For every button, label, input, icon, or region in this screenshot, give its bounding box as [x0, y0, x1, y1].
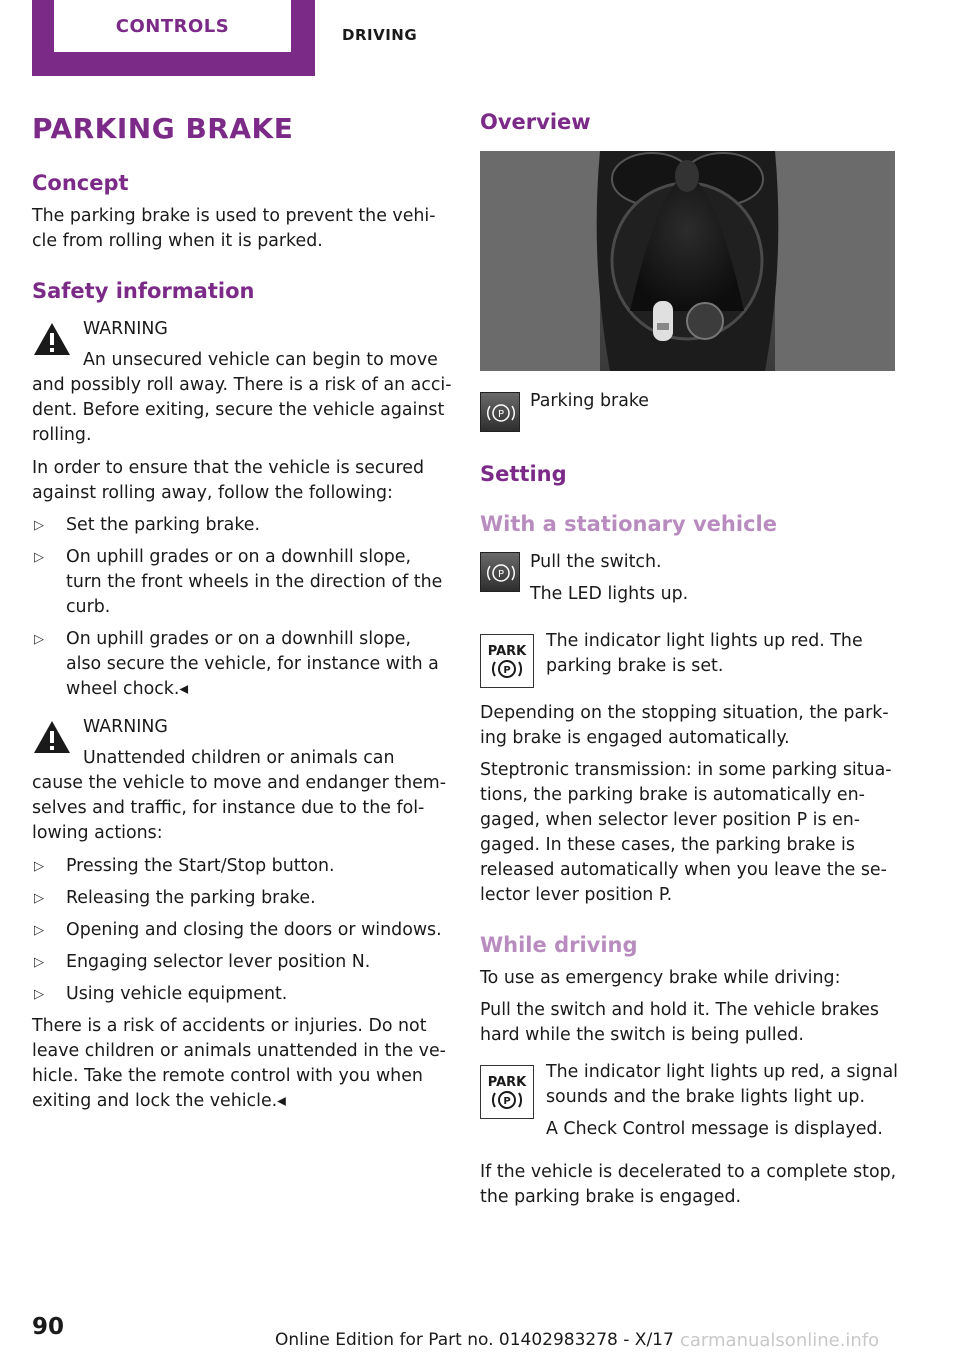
check-control-text: A Check Control message is displayed. — [546, 1119, 883, 1139]
svg-text:P: P — [497, 569, 505, 580]
list-item: Pressing the Start/Stop button. — [66, 856, 335, 876]
list-item: also secure the vehicle, for instance with a — [66, 654, 439, 674]
list-item: On uphill grades or on a downhill slope, — [66, 547, 411, 567]
warning-text-line: selves and traffic, for instance due to the fol‐ — [32, 798, 425, 818]
warning-text-line: rolling. — [32, 425, 92, 445]
bullet-icon: ▷ — [34, 518, 44, 533]
depending-text-line: Depending on the stopping situation, the park‐ — [480, 703, 889, 723]
risk-text-line: hicle. Take the remote control with you when — [32, 1066, 423, 1086]
pull-hold-text-line: Pull the switch and hold it. The vehicle brakes — [480, 1000, 879, 1020]
emergency-text: To use as emergency brake while driving: — [480, 968, 841, 988]
list-item: Set the parking brake. — [66, 515, 261, 535]
bullet-icon: ▷ — [34, 987, 44, 1002]
safety-heading: Safety information — [32, 279, 255, 303]
steptronic-text-line: tions, the parking brake is automatically en‐ — [480, 785, 865, 805]
decel-text-line: If the vehicle is decelerated to a complete stop, — [480, 1162, 897, 1182]
page-number: 90 — [32, 1314, 65, 1340]
park-indicator-icon — [480, 634, 534, 688]
warning-text-line: Unattended children or animals can — [83, 748, 395, 768]
indicator-text-line: parking brake is set. — [546, 656, 724, 676]
header-tab — [32, 0, 315, 76]
setting-heading: Setting — [480, 462, 567, 486]
list-item: Engaging selector lever position N. — [66, 952, 371, 972]
edition-text: Online Edition for Part no. 01402983278 - X/17 — [275, 1330, 674, 1350]
list-item: turn the front wheels in the direction of the — [66, 572, 443, 592]
warning-text-line: and possibly roll away. There is a risk of an acci‐ — [32, 375, 452, 395]
indicator-text-line: The indicator light lights up red, a signal — [546, 1062, 898, 1082]
indicator-text-line: sounds and the brake lights light up. — [546, 1087, 866, 1107]
svg-text:PARK: PARK — [487, 1075, 527, 1090]
list-item: Using vehicle equipment. — [66, 984, 288, 1004]
chapter-label: CONTROLS — [115, 15, 230, 37]
svg-text:PARK: PARK — [487, 644, 527, 659]
steptronic-text-line: gaged. In these cases, the parking brake is — [480, 835, 855, 855]
risk-text-line: leave children or animals unattended in the ve‐ — [32, 1041, 446, 1061]
bullet-icon: ▷ — [34, 891, 44, 906]
depending-text-line: ing brake is engaged automatically. — [480, 728, 790, 748]
page-title: PARKING BRAKE — [32, 112, 294, 145]
svg-text:P: P — [497, 409, 505, 420]
park-indicator-icon — [480, 1065, 534, 1119]
list-item: wheel chock.◂ — [66, 679, 189, 699]
risk-text-line: There is a risk of accidents or injuries. Do not — [32, 1016, 427, 1036]
bullet-icon: ▷ — [34, 955, 44, 970]
risk-text-line: exiting and lock the vehicle.◂ — [32, 1091, 286, 1111]
ensure-text-line: against rolling away, follow the following: — [32, 483, 393, 503]
warning-label: WARNING — [83, 319, 168, 339]
concept-heading: Concept — [32, 171, 129, 195]
list-item: On uphill grades or on a downhill slope, — [66, 629, 411, 649]
ensure-text-line: In order to ensure that the vehicle is secured — [32, 458, 425, 478]
stationary-heading: With a stationary vehicle — [480, 512, 777, 536]
indicator-text-line: The indicator light lights up red. The — [546, 631, 863, 651]
decel-text-line: the parking brake is engaged. — [480, 1187, 742, 1207]
pull-switch-text: Pull the switch. — [530, 552, 662, 572]
pull-hold-text-line: hard while the switch is being pulled. — [480, 1025, 804, 1045]
list-item: Opening and closing the doors or windows. — [66, 920, 442, 940]
bullet-icon: ▷ — [34, 923, 44, 938]
bullet-icon: ▷ — [34, 859, 44, 874]
svg-text:P: P — [503, 665, 511, 676]
section-label: DRIVING — [342, 26, 418, 44]
parking-brake-switch-icon — [480, 552, 520, 592]
watermark: carmanualsonline.info — [680, 1330, 880, 1351]
parking-brake-switch-icon — [480, 392, 520, 432]
warning-triangle-icon — [32, 718, 72, 756]
overview-heading: Overview — [480, 110, 591, 134]
header-tab-inner — [54, 0, 291, 52]
concept-text-line-1: The parking brake is used to prevent the vehi‐ — [32, 206, 436, 226]
warning-label: WARNING — [83, 717, 168, 737]
svg-text:P: P — [503, 1096, 511, 1107]
list-item: curb. — [66, 597, 111, 617]
switch-caption: Parking brake — [530, 391, 649, 411]
steptronic-text-line: gaged, when selector lever position P is en‐ — [480, 810, 861, 830]
concept-text-line-2: cle from rolling when it is parked. — [32, 231, 323, 251]
steptronic-text-line: released automatically when you leave the se‐ — [480, 860, 887, 880]
steptronic-text-line: lector lever position P. — [480, 885, 673, 905]
center-console-photo — [480, 151, 895, 371]
bullet-icon: ▷ — [34, 550, 44, 565]
steptronic-text-line: Steptronic transmission: in some parking situa‐ — [480, 760, 892, 780]
warning-text-line: dent. Before exiting, secure the vehicle against — [32, 400, 445, 420]
warning-text-line: lowing actions: — [32, 823, 163, 843]
bullet-icon: ▷ — [34, 632, 44, 647]
list-item: Releasing the parking brake. — [66, 888, 316, 908]
led-text: The LED lights up. — [530, 584, 689, 604]
driving-heading: While driving — [480, 933, 638, 957]
warning-triangle-icon — [32, 320, 72, 358]
warning-text-line: An unsecured vehicle can begin to move — [83, 350, 438, 370]
warning-text-line: cause the vehicle to move and endanger them‐ — [32, 773, 447, 793]
